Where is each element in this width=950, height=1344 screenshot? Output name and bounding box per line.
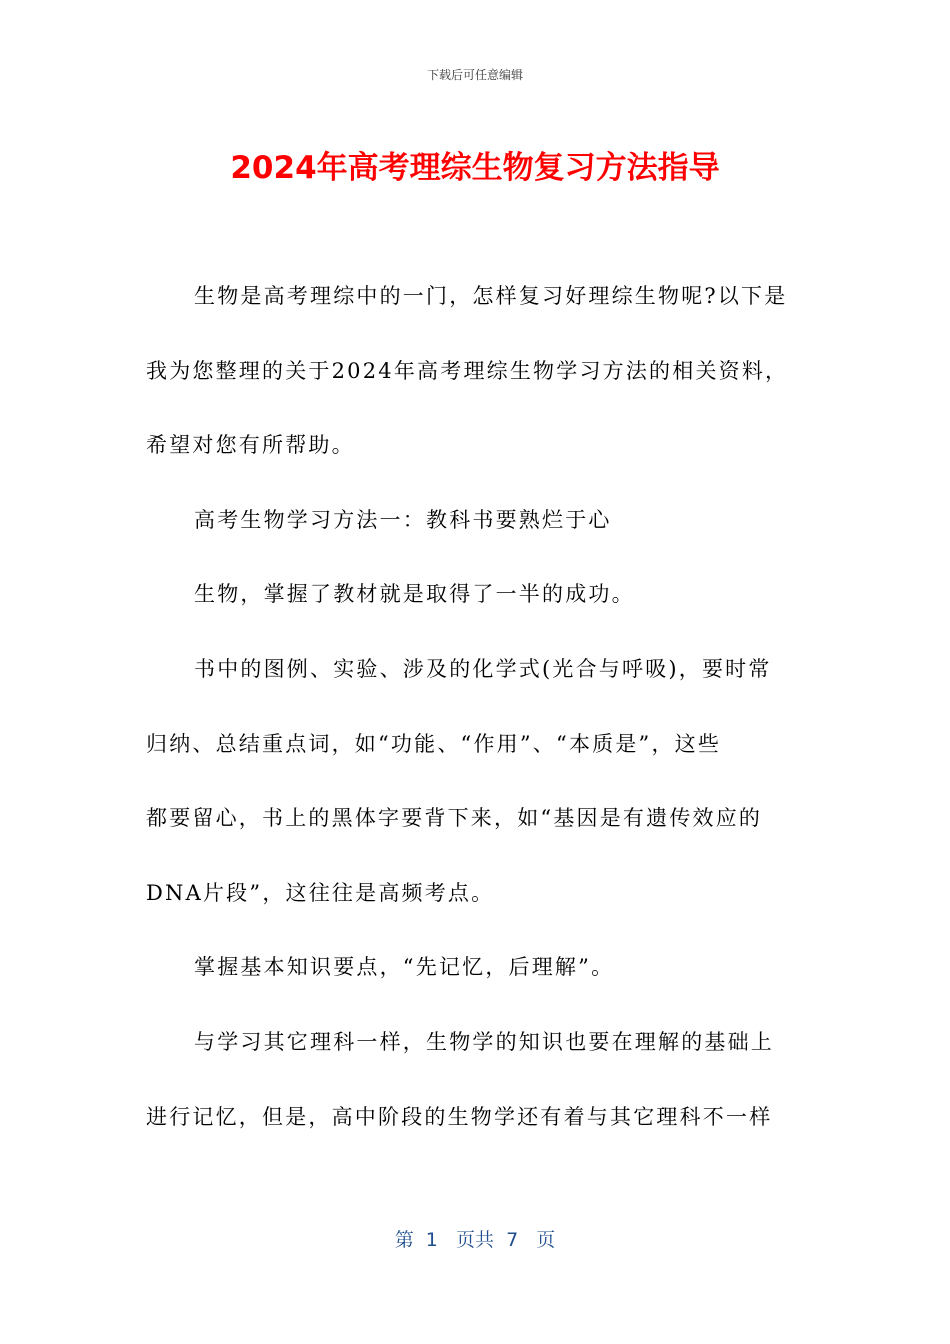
paragraph-line: 生物是高考理综中的一门，怎样复习好理综生物呢?以下是 <box>194 284 788 308</box>
paragraph-line: 归纳、总结重点词，如“功能、“作用”、“本质是”，这些 <box>146 731 722 756</box>
header-note: 下载后可任意编辑 <box>426 68 523 82</box>
paragraph-line: 希望对您有所帮助。 <box>146 433 355 458</box>
paragraph-line: 生物，掌握了教材就是取得了一半的成功。 <box>194 582 635 607</box>
paragraph-line: 掌握基本知识要点，“先记忆，后理解”。 <box>194 955 615 980</box>
paragraph-line: 书中的图例、实验、涉及的化学式(光合与呼吸)，要时常 <box>194 656 772 681</box>
paragraph-line: 与学习其它理科一样，生物学的知识也要在理解的基础上 <box>194 1029 774 1054</box>
paragraph-line: 我为您整理的关于2024年高考理综生物学习方法的相关资料， <box>146 358 789 383</box>
document-title: 2024年高考理综生物复习方法指导 <box>230 150 720 186</box>
paragraph-line: 都要留心，书上的黑体字要背下来，如“基因是有遗传效应的 <box>146 806 763 831</box>
paragraph-line: 进行记忆，但是，高中阶段的生物学还有着与其它理科不一样 <box>146 1104 773 1129</box>
page-indicator: 第 1 页共 7 页 <box>394 1229 556 1251</box>
section-heading: 高考生物学习方法一：教科书要熟烂于心 <box>194 507 612 532</box>
document-body <box>146 276 806 1171</box>
paragraph-line: DNA片段”，这往往是高频考点。 <box>146 880 495 905</box>
